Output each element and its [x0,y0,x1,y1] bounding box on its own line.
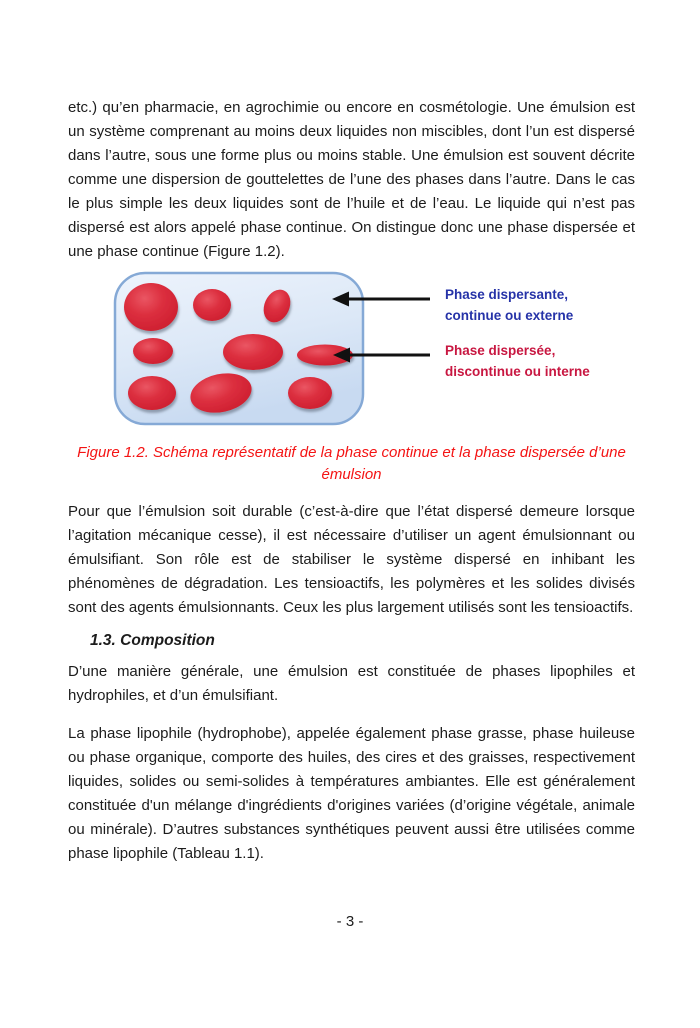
text-column [68,96,635,866]
droplet [193,289,231,321]
droplet [133,338,173,364]
arrow-to-dispersed-phase-icon [333,348,430,363]
page-number-label: - 3 - [336,913,364,930]
label-continuous-phase [445,284,573,326]
droplet [288,377,332,409]
paragraph-composition: D’une manière générale, une émulsion est constituée de phases lipophiles et hydrophiles, et d’un émulsifiant. [68,663,635,704]
label-dispersed-phase-line1: Phase dispersée, [445,343,556,358]
label-dispersed-phase-line2: discontinue ou interne [445,364,590,379]
figure-caption: Figure 1.2. Schéma représentatif de la phase continue et la phase dispersée d’une émulsion [77,444,626,483]
label-continuous-phase-line2: continue ou externe [445,308,574,323]
heading-composition: 1.3. Composition [90,632,215,649]
arrow-to-continuous-phase-icon [332,292,430,307]
droplet [124,283,178,331]
paragraph-emulsion-stability: Pour que l’émulsion soit durable (c’est-à-dire que l’état dispersé demeure lorsque l’agitation mécanique cesse), il est nécessaire d’utiliser un agent émulsionnant ou émulsifiant. Son rôle est de stabiliser le système dispersé en inhibant les phénomènes de dégradation. Les tensioactifs, les polymères et les solides divisés sont des agents émulsionnants. Ceux les plus largement utilisés sont les tensioactifs. [68,503,635,616]
label-continuous-phase-line1: Phase dispersante, [445,287,569,302]
paragraph-emulsion-intro: etc.) qu’en pharmacie, en agrochimie ou encore en cosmétologie. Une émulsion est un système comprenant au moins deux liquides non miscibles, dont l’un est dispersé dans l’autre, sous une forme plus ou moins stable. Une émulsion est souvent décrite comme une dispersion de gouttelettes de l’une des phases dans l’autre. Dans le cas le plus simple les deux liquides sont de l’huile et de l’eau. Le liquide qui n’est pas dispersé est alors appelé phase continue. On distingue donc une phase dispersée et une phase continue (Figure 1.2). [68,99,635,260]
droplet [223,334,283,370]
figure-1-2 [60,264,635,432]
paragraph-lipophilic-phase: La phase lipophile (hydrophobe), appelée également phase grasse, phase huileuse ou phase organique, comporte des huiles, des cires et des graisses, respectivement liquides, solides ou semi-solides à températures ambiantes. Elle est généralement constituée d'un mélange d'ingrédients d'origines variées (d’origine végétale, animale ou minérale). D’autres substances synthétiques peuvent aussi être utilisées comme phase lipophile (Tableau 1.1). [68,725,635,862]
droplet [128,376,176,410]
label-dispersed-phase [445,340,590,382]
